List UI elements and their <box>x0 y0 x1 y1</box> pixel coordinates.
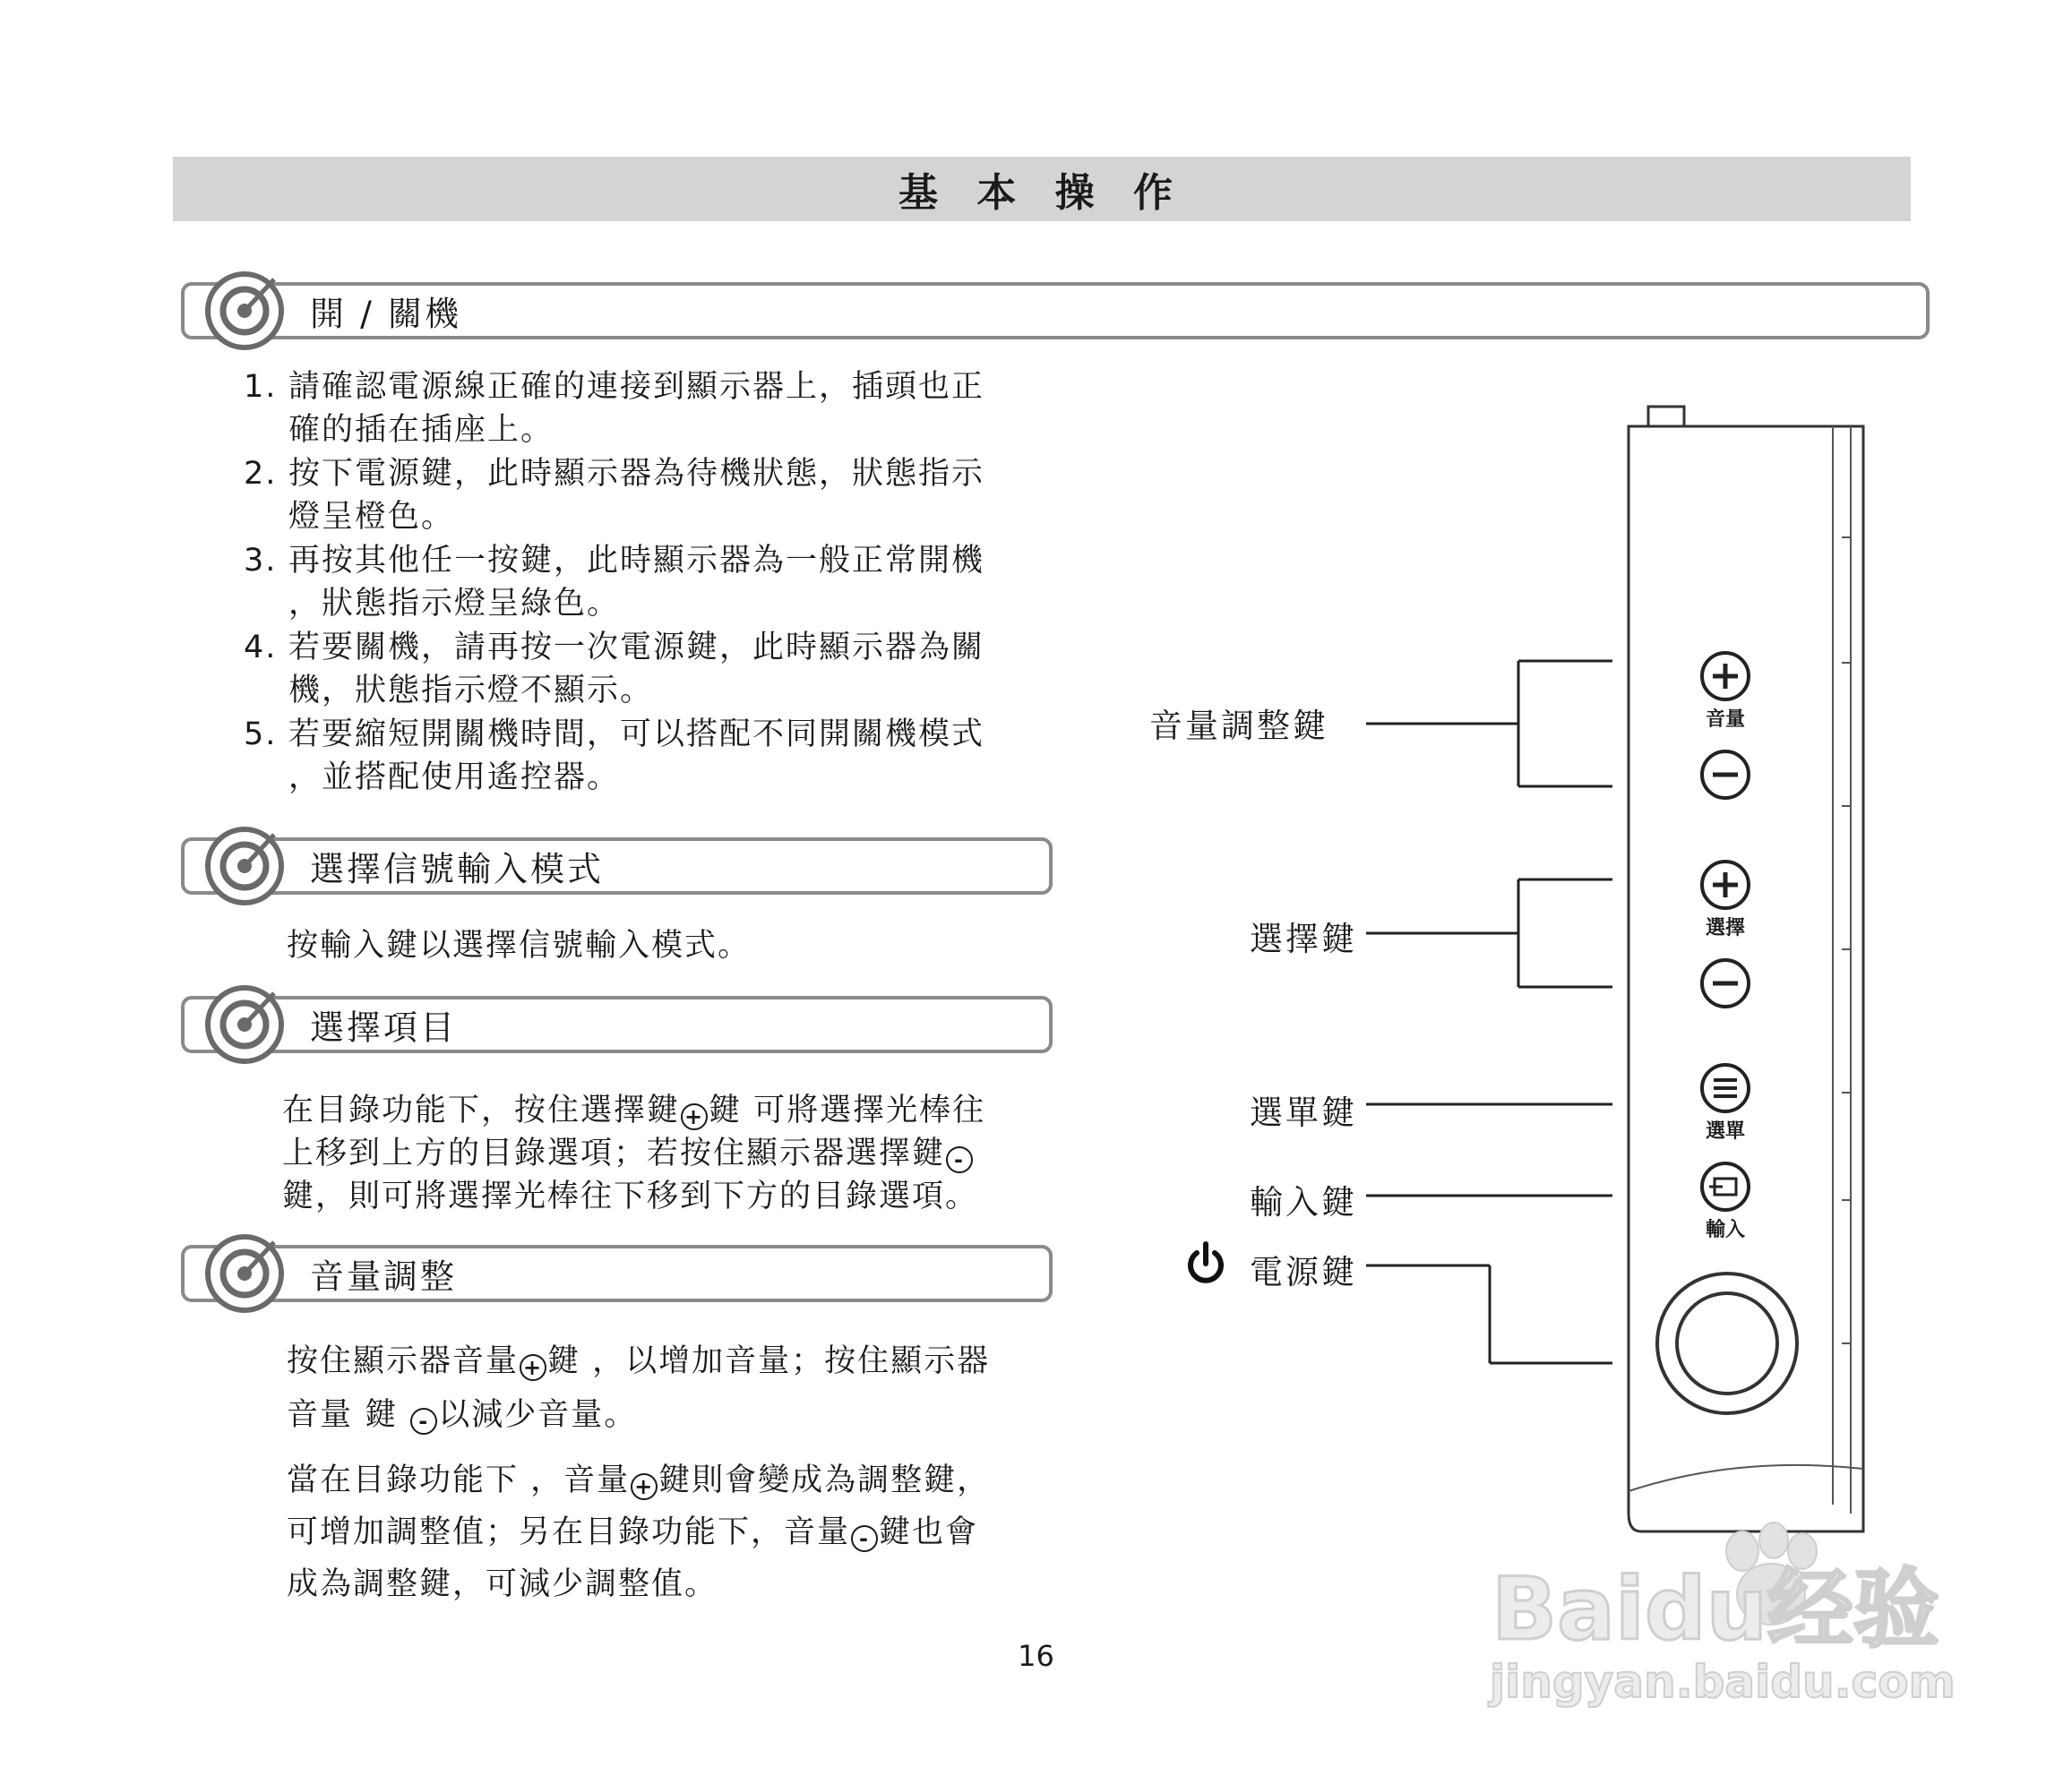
target-icon <box>204 984 285 1065</box>
select-line-1: 在目錄功能下，按住選擇鍵 + 鍵 可將選擇光棒往 <box>282 1093 986 1129</box>
section-header-input <box>181 837 1053 895</box>
power-icon <box>1184 1240 1227 1287</box>
svg-text:Baidu经验: Baidu经验 <box>1492 1559 1939 1660</box>
svg-text:jingyan.baidu.com: jingyan.baidu.com <box>1490 1656 1956 1708</box>
section-title: 音量調整 <box>310 1257 458 1297</box>
volume-label: 音量 <box>1705 708 1746 731</box>
volume-plus-button[interactable] <box>1702 653 1749 699</box>
select-plus-button[interactable] <box>1702 862 1749 908</box>
callout-power-key: 電源鍵 <box>1250 1253 1357 1291</box>
list-item: 5. 若要縮短開關機時間，可以搭配不同開關機模式 ，並搭配使用遙控器。 <box>244 716 985 795</box>
input-label: 輸入 <box>1705 1219 1746 1241</box>
select-line-2: 上移到上方的目錄選項；若按住顯示器選擇鍵 - <box>282 1128 974 1173</box>
section-header-select <box>181 996 1053 1053</box>
minus-icon: - <box>851 1525 878 1552</box>
section-title: 選擇信號輸入模式 <box>310 849 605 889</box>
section-title: 開 / 關機 <box>310 294 461 334</box>
callout-lines <box>1344 627 1630 1415</box>
input-instruction: 按輸入鍵以選擇信號輸入模式。 <box>287 928 752 964</box>
target-icon <box>204 1233 285 1314</box>
plus-icon: + <box>520 1354 546 1381</box>
list-item: 4. 若要關機，請再按一次電源鍵，此時顯示器為關 機，狀態指示燈不顯示。 <box>244 630 985 708</box>
volume-line-2: 音量 鍵 - 以減少音量。 <box>287 1397 638 1434</box>
power-button[interactable] <box>1657 1274 1797 1413</box>
page-title: 基 本 操 作 <box>173 157 1911 221</box>
input-button[interactable] <box>1702 1163 1749 1210</box>
select-minus-button[interactable] <box>1702 960 1749 1007</box>
plus-icon: + <box>631 1473 658 1500</box>
baidu-watermark <box>1483 1514 1984 1720</box>
target-icon <box>204 826 285 906</box>
monitor-side-diagram <box>1595 394 1890 1549</box>
list-item: 2. 按下電源鍵，此時顯示器為待機狀態，狀態指示 燈呈橙色。 <box>244 456 985 535</box>
section-header-power <box>181 282 1930 339</box>
list-item: 1. 請確認電源線正確的連接到顯示器上，插頭也正 確的插在插座上。 <box>244 369 985 448</box>
list-item: 3. 再按其他任一按鍵，此時顯示器為一般正常開機 ，狀態指示燈呈綠色。 <box>244 543 985 622</box>
section-header-volume <box>181 1245 1053 1302</box>
volume-line-3: 當在目錄功能下 ，音量 + 鍵則會變成為調整鍵， <box>287 1462 991 1499</box>
section-title: 選擇項目 <box>310 1008 458 1048</box>
volume-line-5: 成為調整鍵，可減少調整值。 <box>287 1566 718 1602</box>
callout-menu-key: 選單鍵 <box>1250 1094 1357 1132</box>
minus-icon: - <box>410 1408 437 1435</box>
menu-label: 選單 <box>1705 1120 1746 1143</box>
menu-button[interactable] <box>1702 1065 1749 1111</box>
volume-line-1: 按住顯示器音量 + 鍵 ，以增加音量；按住顯示器 <box>287 1343 991 1380</box>
volume-line-4: 可增加調整值；另在目錄功能下，音量 - 鍵也會 <box>287 1514 979 1551</box>
callout-volume-keys: 音量調整鍵 <box>1149 707 1328 745</box>
target-icon <box>204 270 285 351</box>
minus-icon: - <box>946 1146 973 1173</box>
select-line-3: 鍵，則可將選擇光棒往下移到下方的目錄選項。 <box>282 1179 979 1214</box>
select-label: 選擇 <box>1705 917 1746 939</box>
volume-minus-button[interactable] <box>1702 751 1749 798</box>
page-number: 16 <box>1018 1639 1054 1673</box>
plus-icon: + <box>681 1103 708 1130</box>
callout-input-key: 輸入鍵 <box>1250 1183 1357 1222</box>
callout-select-keys: 選擇鍵 <box>1250 920 1357 958</box>
